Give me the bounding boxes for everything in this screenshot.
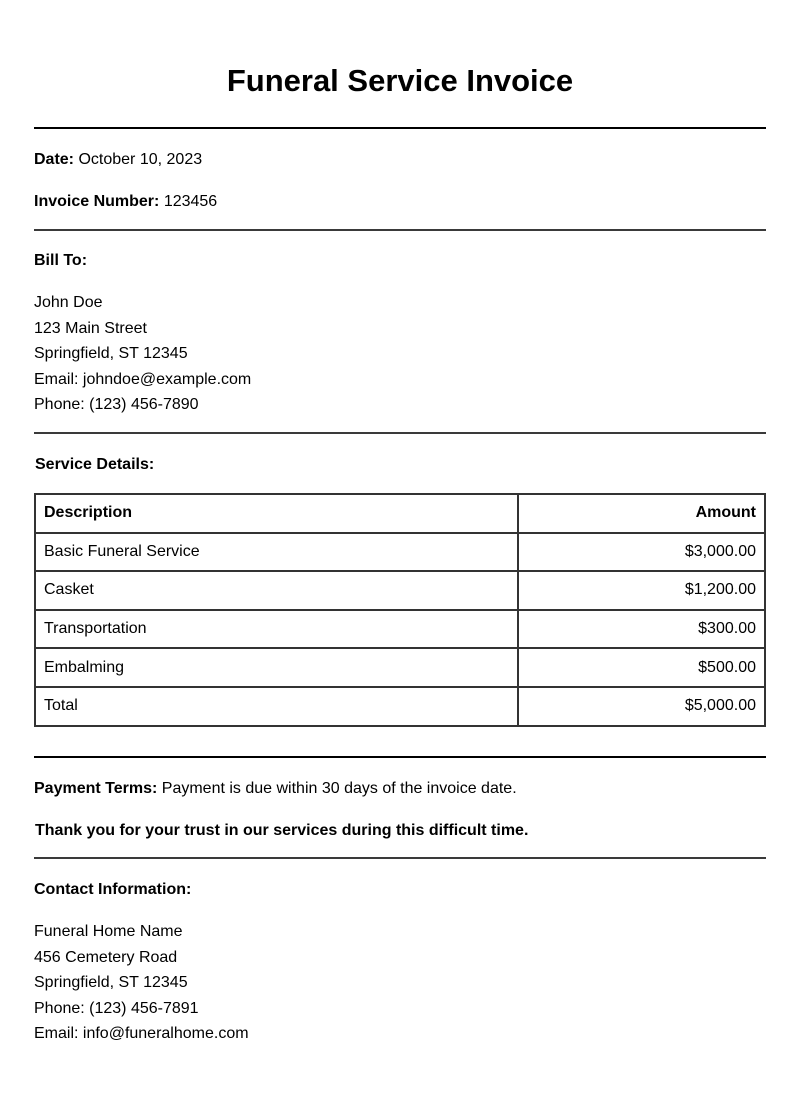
bill-to-heading: Bill To: xyxy=(34,252,88,269)
payment-terms-text: Payment is due within 30 days of the invoice date. xyxy=(161,780,517,797)
row-description: Basic Funeral Service xyxy=(35,533,518,572)
row-description: Transportation xyxy=(35,610,518,649)
total-label: Total xyxy=(35,687,518,726)
contact-address xyxy=(34,919,249,1047)
column-header-amount: Amount xyxy=(518,494,765,533)
date-label: Date: xyxy=(34,151,75,168)
contact-name: Funeral Home Name xyxy=(34,923,183,940)
contact-phone: Phone: (123) 456-7891 xyxy=(34,999,199,1017)
service-details-heading: Service Details: xyxy=(35,456,155,473)
invoice-number-label: Invoice Number: xyxy=(34,193,160,210)
thank-you-message: Thank you for your trust in our services during this difficult time. xyxy=(35,822,529,839)
contact-city: Springfield, ST 12345 xyxy=(34,974,188,992)
bill-to-address xyxy=(34,290,251,418)
bill-to-email: Email: johndoe@example.com xyxy=(34,370,252,388)
invoice-number-value: 123456 xyxy=(163,193,218,210)
contact-heading: Contact Information: xyxy=(34,881,192,898)
table-row xyxy=(35,533,765,572)
table-row xyxy=(35,610,765,649)
row-amount: $500.00 xyxy=(518,648,765,687)
column-header-description: Description xyxy=(35,494,518,533)
bill-to-name: John Doe xyxy=(34,294,103,311)
divider xyxy=(34,432,766,434)
service-details-table xyxy=(34,493,766,727)
date-value: October 10, 2023 xyxy=(78,151,203,168)
total-amount: $5,000.00 xyxy=(518,687,765,726)
contact-email: Email: info@funeralhome.com xyxy=(34,1025,249,1043)
date-row xyxy=(34,150,202,170)
bill-to-street: 123 Main Street xyxy=(34,319,147,337)
row-amount: $300.00 xyxy=(518,610,765,649)
divider xyxy=(34,857,766,859)
divider xyxy=(34,756,766,758)
total-row xyxy=(35,687,765,726)
divider xyxy=(34,127,766,129)
row-description: Embalming xyxy=(35,648,518,687)
row-description: Casket xyxy=(35,571,518,610)
bill-to-city: Springfield, ST 12345 xyxy=(34,345,188,363)
row-amount: $3,000.00 xyxy=(518,533,765,572)
payment-terms-label: Payment Terms: xyxy=(34,780,158,797)
page-title: Funeral Service Invoice xyxy=(226,63,574,98)
invoice-number-row xyxy=(34,192,217,212)
payment-terms xyxy=(34,779,517,799)
divider xyxy=(34,229,766,231)
row-amount: $1,200.00 xyxy=(518,571,765,610)
bill-to-phone: Phone: (123) 456-7890 xyxy=(34,396,199,414)
table-row xyxy=(35,648,765,687)
table-header-row xyxy=(35,494,765,533)
table-row xyxy=(35,571,765,610)
contact-street: 456 Cemetery Road xyxy=(34,948,178,966)
